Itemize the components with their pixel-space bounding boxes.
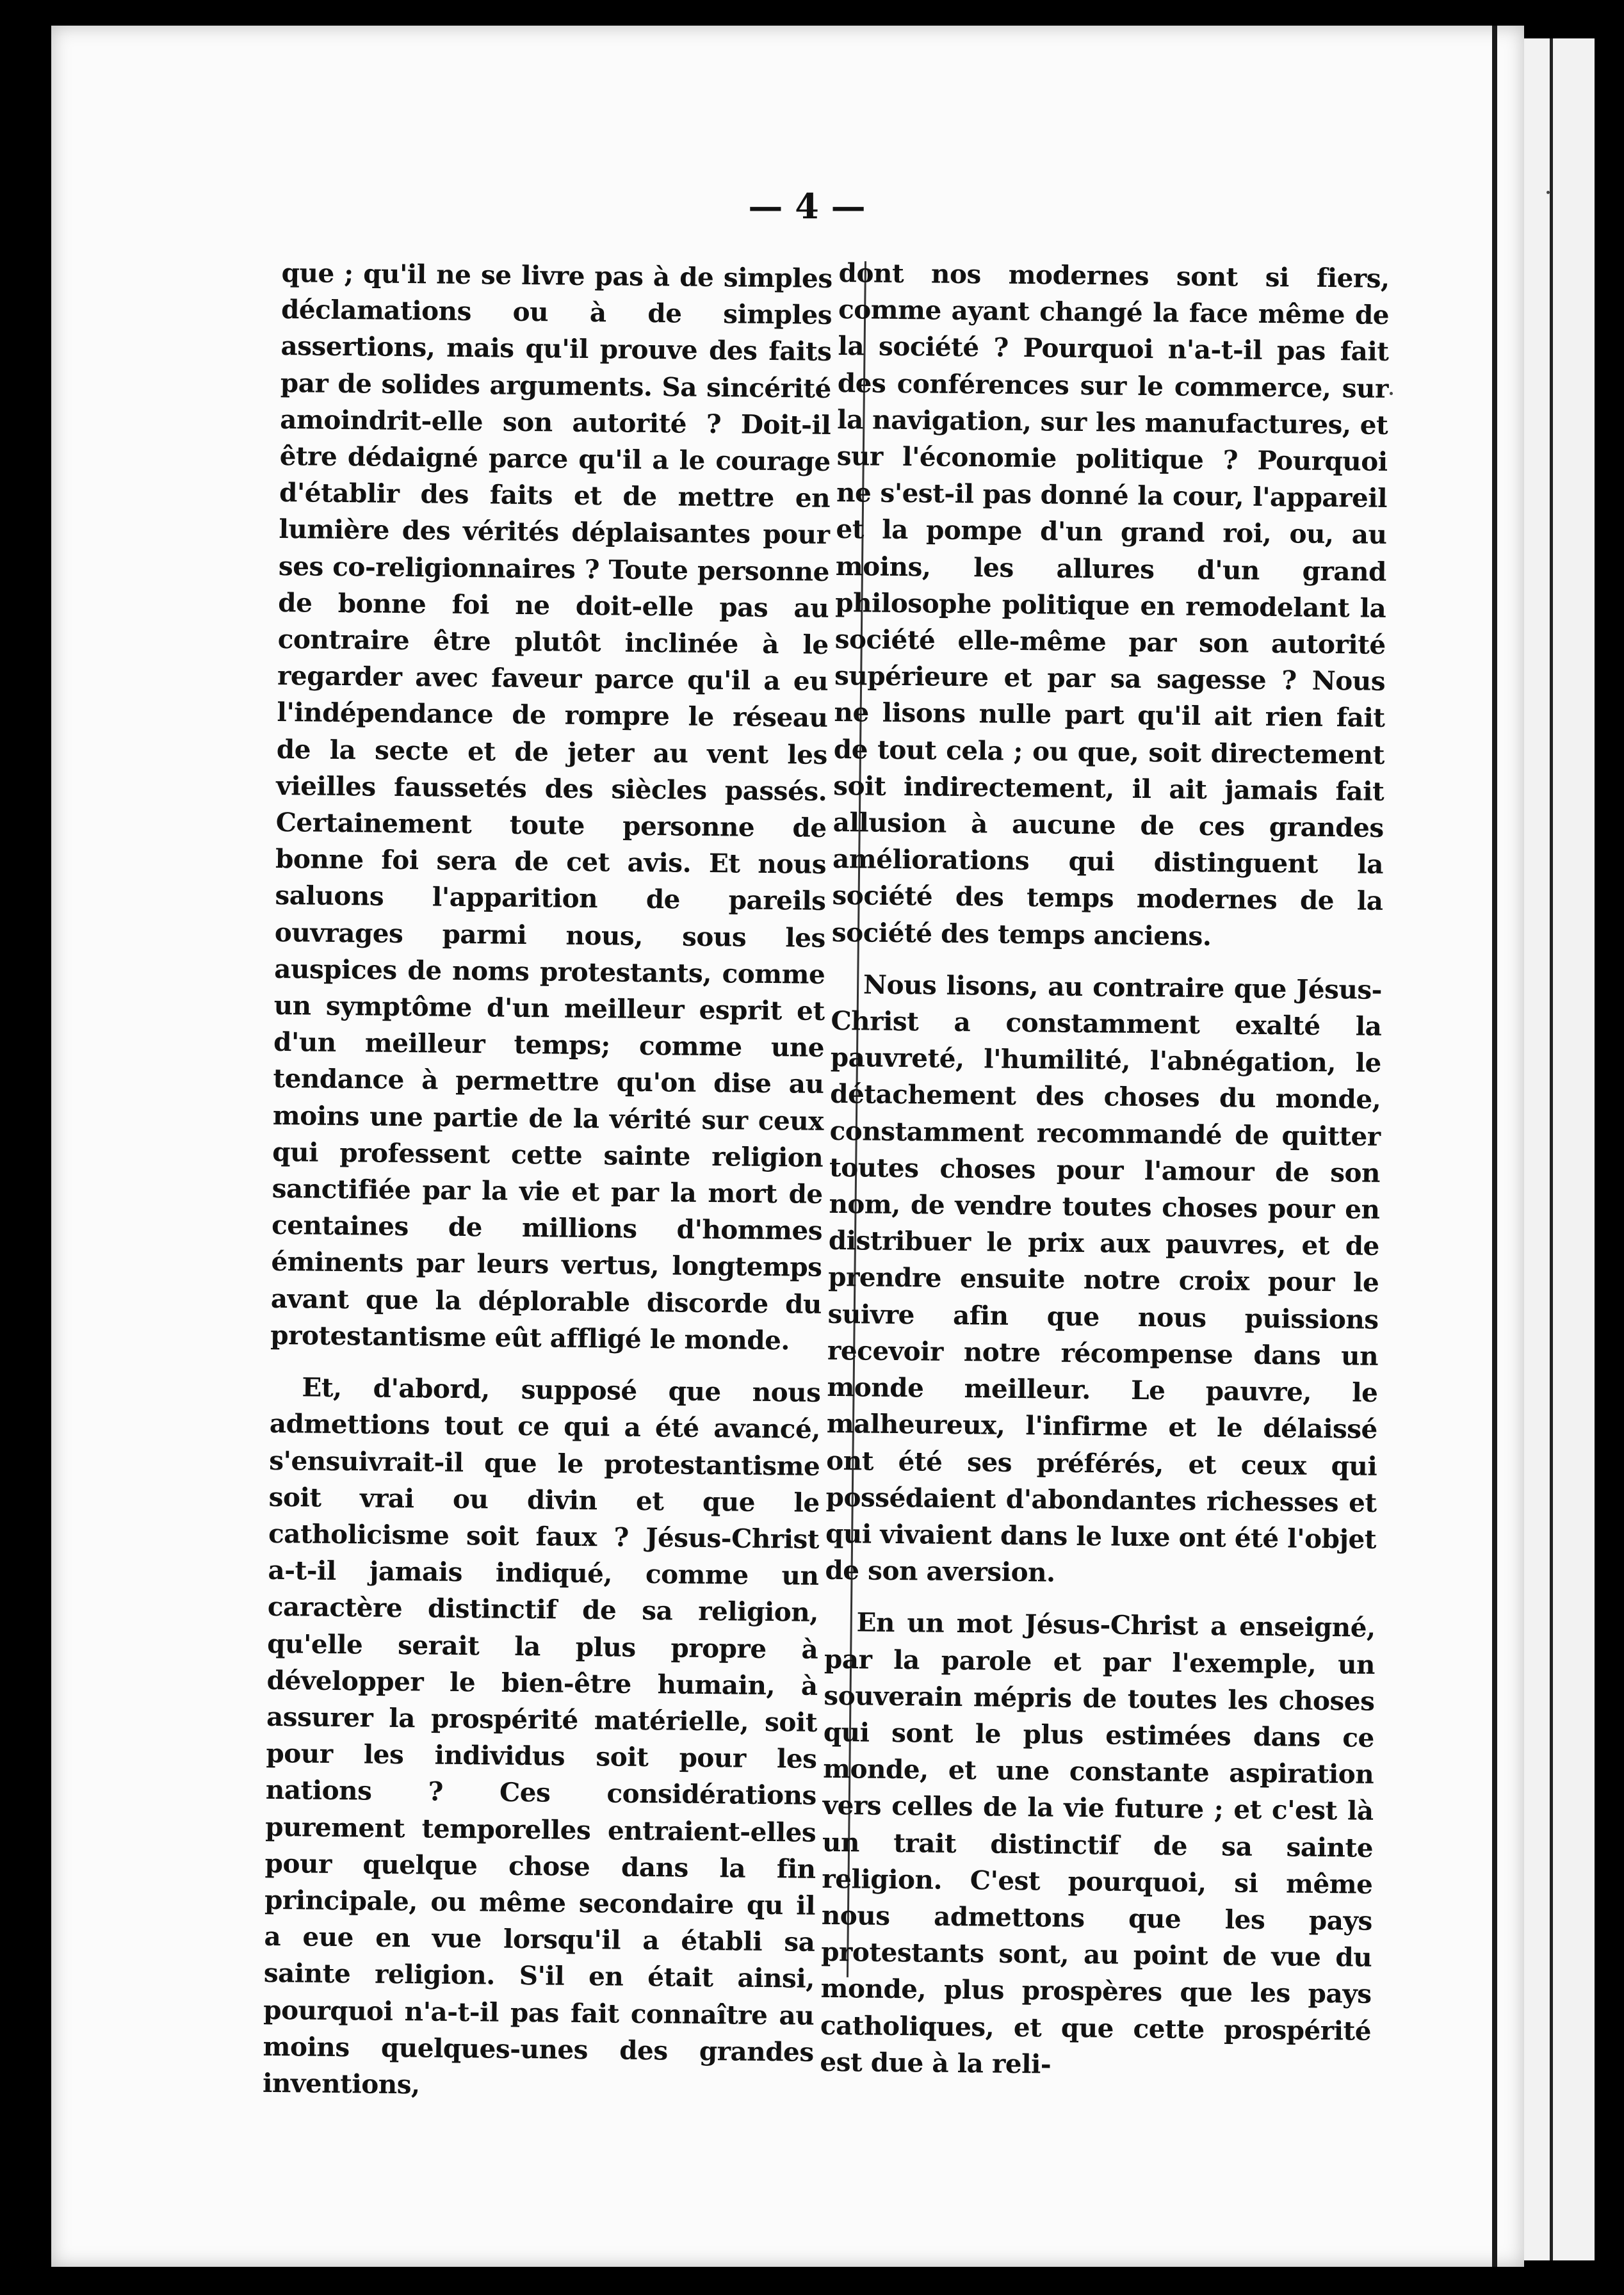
scan-speck: [1547, 191, 1550, 194]
page-edge: [1492, 26, 1497, 2267]
page-number: — 4 —: [748, 186, 866, 227]
right-column: [820, 255, 1390, 2086]
left-column: [263, 255, 832, 2107]
scan-speck: [1390, 392, 1393, 395]
right-paragraph-3: En un mot Jésus-Christ a enseigné, par la parole et par l'exemple, un souverain mépris de toutes les choses qui sont le plus estimées dans ce monde, et une constante aspiration vers celles de la vie future ; et c'est là un trait distinctif de sa sainte religion. C'est pourquoi, si même nous admettons que les pays protestants sont, au point de vue du monde, plus prospères que les pays catholiques, et que cette prospérité est due à la reli-: [820, 1607, 1376, 2080]
underlying-page-edge: [1550, 38, 1553, 2260]
left-paragraph-2: Et, d'abord, supposé que nous admettions tout ce qui a été avancé, s'ensuivrait-il que le protestantisme soit vrai ou divin et que le catholicisme soit faux ? Jésus-Christ a-t-il jamais indiqué, comme un caractère distinctif de sa religion, qu'elle serait la plus propre à développer le bien-être humain, à assurer la prospérité matérielle, soit pour les individus soit pour les nations ? Ces considérations purement temporelles entraient-elles pour quelque chose dans la fin principale, ou même secondaire qu il a eue en vue lorsqu'il a établi sa sainte religion. S'il en était ainsi, pourquoi n'a-t-il pas fait connaître au moins quelques-unes des grandes inventions,: [262, 1372, 821, 2100]
right-paragraph-2: Nous lisons, au contraire que Jésus-Christ a constamment exalté la pauvreté, l'humilité, l'abnégation, le détachement des choses du monde, constamment recommandé de quitter toutes choses pour l'amour de son nom, de vendre toutes choses pour en distribuer le prix aux pauvres, et de prendre ensuite notre croix pour le suivre afin que nous puissions recevoir notre récompense dans un monde meilleur. Le pauvre, le malheureux, l'infirme et le délaissé ont été ses préférés, et ceux qui possédaient d'abondantes richesses et qui vivaient dans le luxe ont été l'objet de son aversion.: [825, 969, 1383, 1588]
right-paragraph-1: dont nos modernes sont si fiers, comme ayant changé la face même de la société ? Pourquoi n'a-t-il pas fait des conférences sur le commerce, sur la navigation, sur les manufactures, et sur l'économie politique ? Pourquoi ne s'est-il pas donné la cour, l'appareil et la pompe d'un grand roi, ou, au moins, les allures d'un grand philosophe politique en remodelant la société elle-même par son autorité supérieure et par sa sagesse ? Nous ne lisons nulle part qu'il ait rien fait de tout cela ; ou que, soit directement soit indirectement, il ait jamais fait allusion à aucune de ces grandes améliorations qui distinguent la société des temps modernes de la société des temps anciens.: [831, 257, 1390, 952]
left-paragraph-1: que ; qu'il ne se livre pas à de simples déclamations ou à de simples assertions, mais qu'il prouve des faits par de solides arguments. Sa sincérité amoindrit-elle son autorité ? Doit-il être dédaigné parce qu'il a le courage d'établir des faits et de mettre en lumière des vérités déplaisantes pour ses co-religionnaires ? Toute personne de bonne foi ne doit-elle pas au contraire être plutôt inclinée à le regarder avec faveur parce qu'il a eu l'indépendance de rompre le réseau de la secte et de jeter au vent les vieilles faussetés des siècles passés. Certainement toute personne de bonne foi sera de cet avis. Et nous saluons l'apparition de pareils ouvrages parmi nous, sous les auspices de noms protestants, comme un symptôme d'un meilleur esprit et d'un meilleur temps; comme une tendance à permettre qu'on dise au moins une partie de la vérité sur ceux qui professent cette sainte religion sanctifiée par la vie et par la mort de centaines de millions d'hommes éminents par leurs vertus, longtemps avant que la déplorable discorde du protestantisme eût affligé le monde.: [270, 257, 832, 1356]
